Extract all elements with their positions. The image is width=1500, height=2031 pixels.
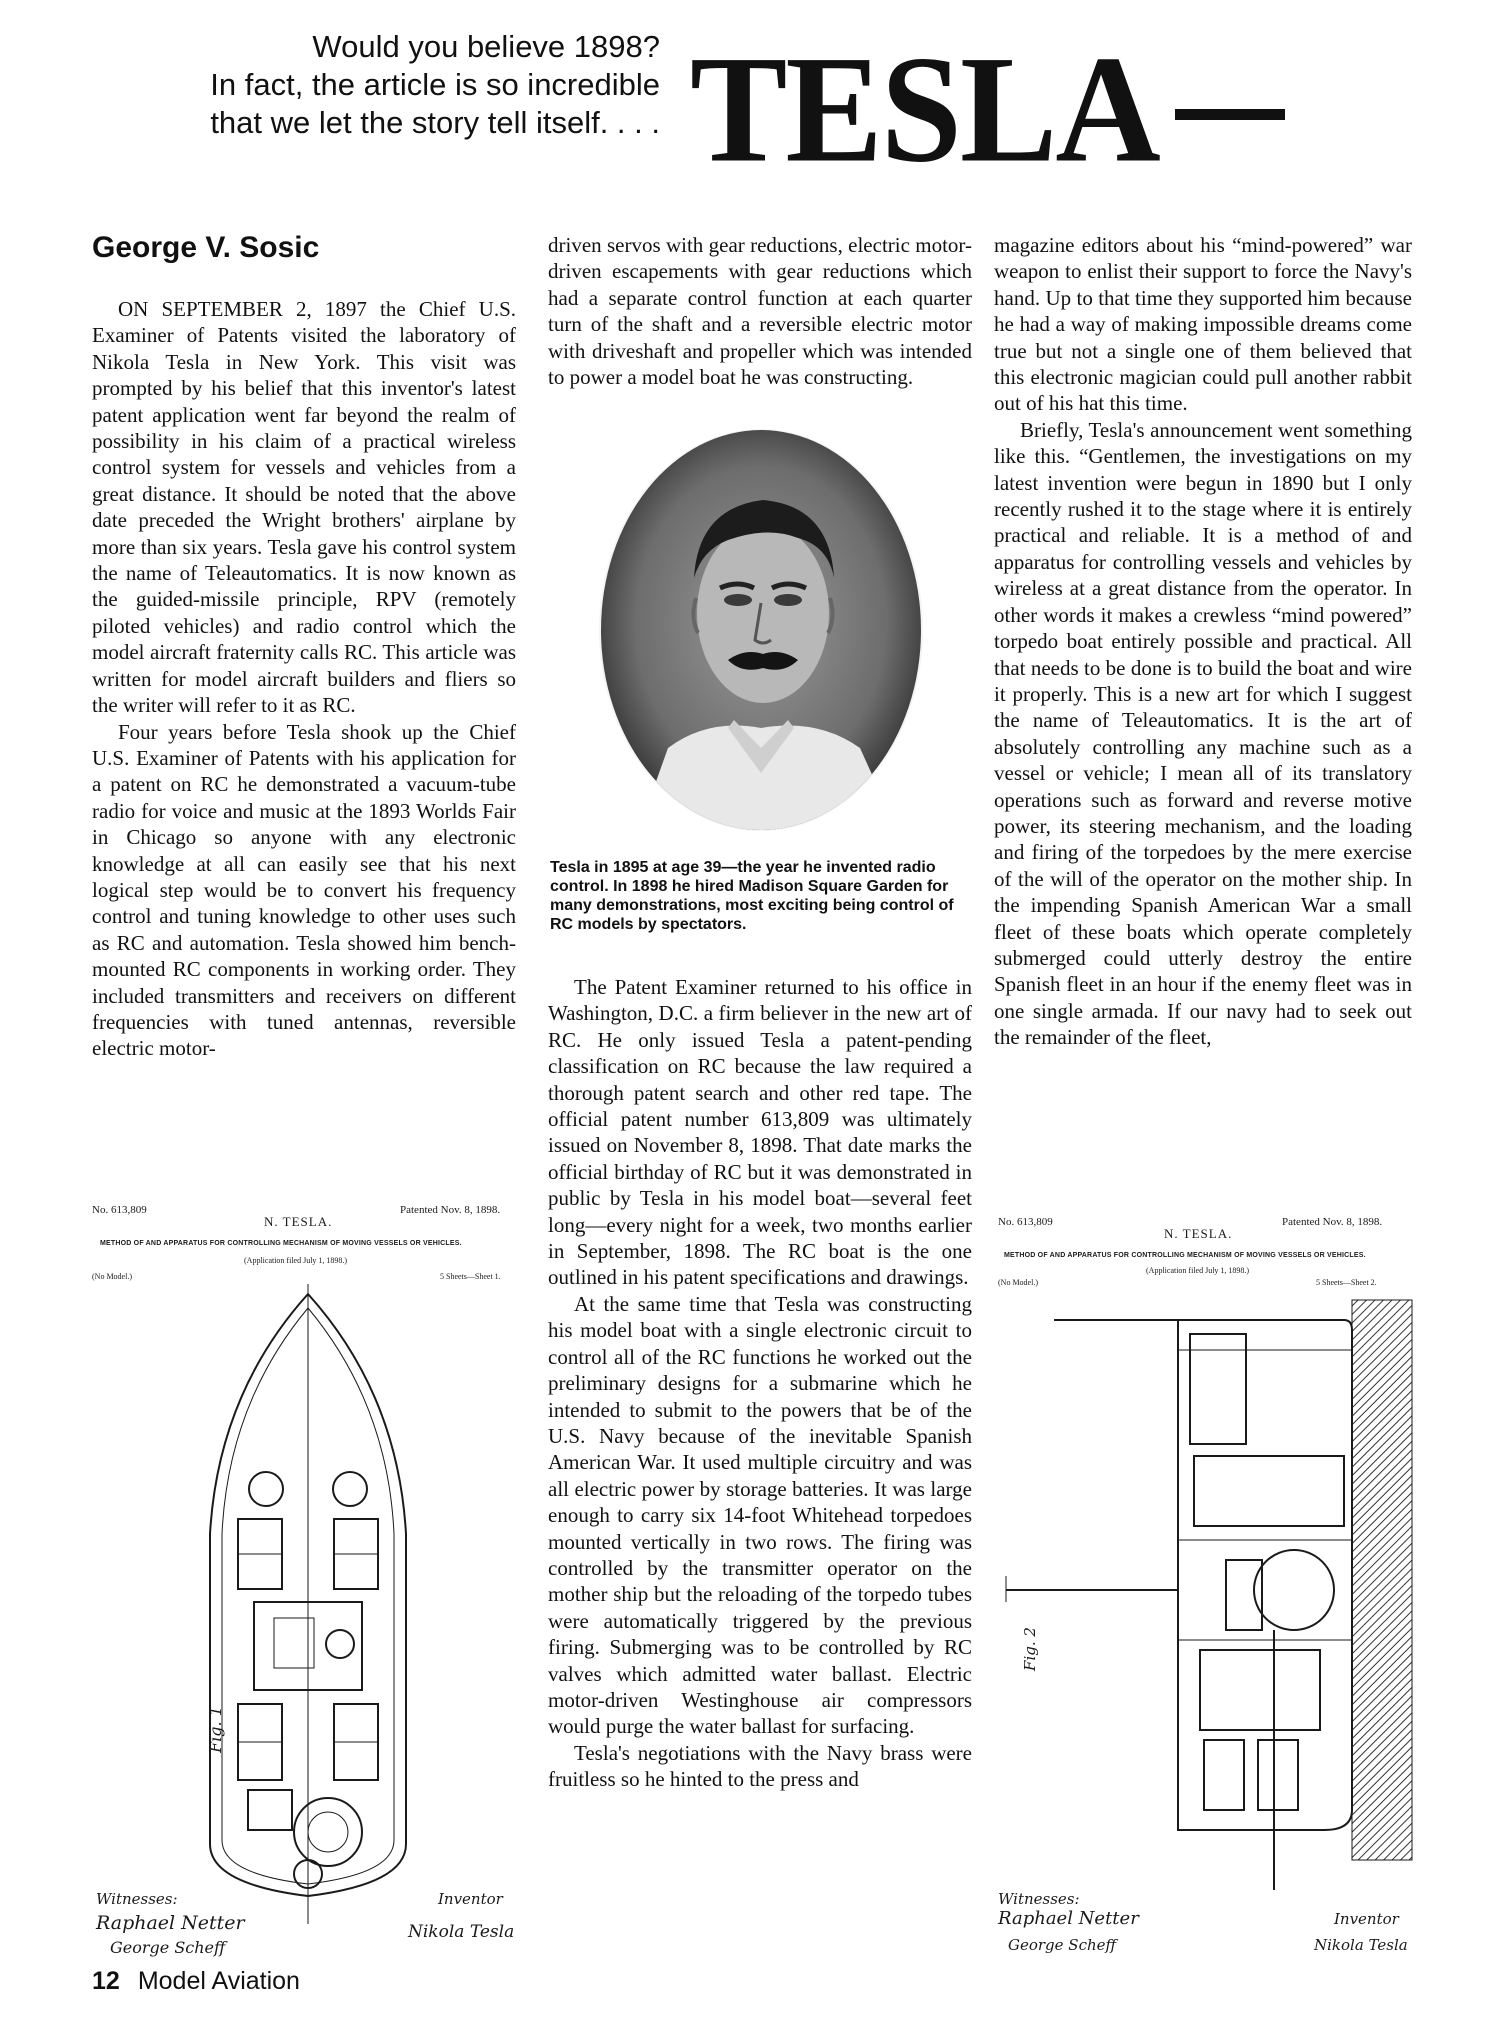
patent-number: No. 613,809 (92, 1204, 147, 1216)
intro-line-2: In fact, the article is so incredible (210, 67, 660, 102)
patent-date: Patented Nov. 8, 1898. (1282, 1216, 1383, 1228)
patent-model: (No Model.) (92, 1272, 132, 1281)
witnesses-label: Witnesses: (998, 1890, 1080, 1908)
tesla-portrait-photo (598, 428, 924, 832)
witness-signature-1: Raphael Netter (96, 1912, 245, 1934)
paragraph: Four years before Tesla shook up the Chief U.S. Examiner of Patents with his application for a patent on RC he demonstrated a vacuum-tube radio for voice and music at the 1893 Worlds Fair in Chicago so anyone with any electronic knowledge at all can easily see that his next logical step would be to convert his frequency control and tuning knowledge to other uses such as RC and automation. Tesla showed him bench-mounted RC components in working order. They included transmitters and receivers on different frequencies with tuned antennas, reversible electric motor- (92, 719, 516, 1061)
inventor-signature: Nikola Tesla (408, 1922, 515, 1942)
article-column-1 (92, 296, 516, 1062)
intro-deck (100, 28, 660, 142)
patent-filed: (Application filed July 1, 1898.) (244, 1256, 348, 1265)
inventor-label: Inventor (438, 1890, 503, 1908)
patent-model: (No Model.) (998, 1278, 1038, 1287)
patent-date: Patented Nov. 8, 1898. (400, 1204, 501, 1216)
article-column-2 (548, 974, 972, 1793)
masthead-title: TESLA (690, 23, 1159, 195)
paragraph: Briefly, Tesla's announcement went something like this. “Gentlemen, the investigations on my latest invention were begun in 1890 but I only recently rushed it to the stage where it is entirely practical and reliable. It is a method of and apparatus for controlling vessels and vehicles by wireless at a great distance from the operator. In other words it makes a crewless “mind powered” torpedo boat entirely possible and practical. All that needs to be done is to build the boat and wire it properly. This is a new art for which I suggest the name of Teleautomatics. It is the art of absolutely controlling any machine such as a vessel or vehicle; I mean all of its translatory operations such as forward and reverse motive power, its steering mechanism, and the loading and firing of the torpedoes by the mere exercise of the will of the operator on the mother ship. In the impending Spanish American War a small fleet of these boats which operate completely submerged could utterly destroy the entire Spanish fleet in an hour if the enemy fleet was in one single armada. If our navy had to seek out the remainder of the fleet, (994, 417, 1412, 1050)
witness-signature-1: Raphael Netter (998, 1908, 1139, 1929)
page-footer (92, 1966, 300, 1996)
paragraph: At the same time that Tesla was constructing his model boat with a single electronic circuit to control all of the RC functions he worked out the preliminary designs for a submarine which he intended to submit to the powers that be of the U.S. Navy because of the inevitable Spanish American War. It used multiple circuitry and was all electric power by storage batteries. It was large enough to carry six 14-foot Whitehead torpedoes mounted vertically in two rows. The firing was controlled by the transmitter operator on the mother ship but the reloading of the torpedo tubes were automatically triggered by the previous firing. Submerging was to be controlled by RC valves which admitted water ballast. Electric motor-driven Westinghouse air compressors would purge the water ballast for surfacing. (548, 1291, 972, 1739)
paragraph: driven servos with gear reductions, electric motor-driven escapements with gear reductions which had a separate control function at each quarter turn of the shaft and a reversible electric motor with driveshaft and propeller which was intended to power a model boat he was constructing. (548, 233, 972, 390)
patent-drawing-sheet-1 (88, 1200, 528, 1970)
photo-caption: Tesla in 1895 at age 39—the year he invented radio control. In 1898 he hired Madison Square Garden for many demonstrations, most exciting being control of RC models by spectators. (550, 859, 954, 933)
patent-inventor-name: N. TESLA. (1164, 1226, 1233, 1241)
paragraph: ON SEPTEMBER 2, 1897 the Chief U.S. Examiner of Patents visited the laboratory of Nikola Tesla in New York. This visit was prompted by his belief that this inventor's latest patent application went far beyond the realm of possibility in his claim of a practical wireless control system for vessels and vehicles from a great distance. It should be noted that the above date preceded the Wright brothers' airplane by more than six years. Tesla gave his control system the name of Teleautomatics. It is now known as the guided-missile principle, RPV (remotely piloted vehicles) and radio control which the model aircraft fraternity calls RC. This article was written for model aircraft builders and fliers so the writer will refer to it as RC. (92, 297, 516, 718)
witness-signature-2: George Scheff (110, 1938, 226, 1957)
witness-signature-2: George Scheff (1008, 1936, 1117, 1954)
boat-plan-diagram (88, 1284, 528, 1924)
author-byline: George V. Sosic (92, 231, 320, 264)
patent-inventor-name: N. TESLA. (264, 1214, 333, 1229)
patent-title: METHOD OF AND APPARATUS FOR CONTROLLING MECHANISM OF MOVING VESSELS OR VEHICLES. (100, 1240, 462, 1247)
paragraph: magazine editors about his “mind-powered” war weapon to enlist their support to force the Navy's hand. Up to that time they supported him because he had a way of making impossible dreams come true but not a single one of them believed that this electronic magician could pull another rabbit out of his hat this time. (994, 233, 1412, 416)
article-column-3 (994, 232, 1412, 1051)
witnesses-label: Witnesses: (96, 1890, 178, 1908)
inventor-signature: Nikola Tesla (1314, 1936, 1408, 1954)
inventor-label: Inventor (1334, 1910, 1399, 1928)
masthead-em-dash (1175, 109, 1285, 120)
patent-sheet: 5 Sheets—Sheet 1. (440, 1272, 501, 1281)
intro-line-3: that we let the story tell itself. . . . (210, 105, 660, 140)
publication-name: Model Aviation (137, 1967, 300, 1995)
boat-section-diagram (994, 1290, 1418, 1890)
figure-label: Fig. 2 (1020, 1627, 1039, 1671)
page-number: 12 (92, 1967, 120, 1995)
patent-title: METHOD OF AND APPARATUS FOR CONTROLLING MECHANISM OF MOVING VESSELS OR VEHICLES. (1004, 1252, 1366, 1259)
paragraph: Tesla's negotiations with the Navy brass were fruitless so he hinted to the press and (548, 1740, 972, 1792)
patent-sheet: 5 Sheets—Sheet 2. (1316, 1278, 1377, 1287)
paragraph: The Patent Examiner returned to his office in Washington, D.C. a firm believer in the new art of RC. He only issued Tesla a patent-pending classification on RC because the law required a thorough patent search and other red tape. The official patent number 613,809 was ultimately issued on November 8, 1898. That date marks the official birthday of RC but it was demonstrated in public by Tesla in his model boat—several feet long—every night for a week, two months earlier in September, 1898. The RC boat is the one outlined in his patent specifications and drawings. (548, 975, 972, 1290)
article-column-2-top (548, 232, 972, 390)
intro-line-1: Would you believe 1898? (312, 29, 660, 64)
patent-drawing-sheet-2 (994, 1200, 1418, 1960)
masthead (690, 23, 1285, 195)
patent-filed: (Application filed July 1, 1898.) (1146, 1266, 1250, 1275)
figure-label: Fig. 1 (205, 1706, 225, 1753)
patent-number: No. 613,809 (998, 1216, 1053, 1228)
